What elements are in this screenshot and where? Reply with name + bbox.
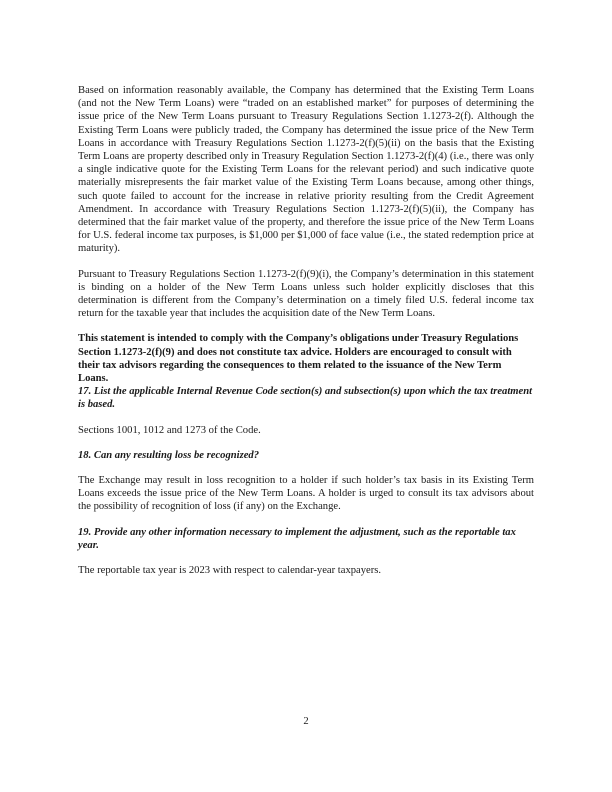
question-19-heading: 19. Provide any other information necessary to implement the adjustment, such as the reportable tax year. bbox=[78, 526, 516, 551]
disclaimer-paragraph: This statement is intended to comply with the Company’s obligations under Treasury Regulations Section 1.1273-2(f)(9) and does not constitute tax advice. Holders are encouraged to consult with their tax advisors regarding the consequences to them related to the issuance of the New Term Loans. bbox=[78, 333, 519, 385]
answer-18: The Exchange may result in loss recognition to a holder if such holder’s tax basis in its Existing Term Loans exceeds the issue price of the New Term Loans. A holder is urged to consult its tax advisors about the possibility of recognition of loss (if any) on the Exchange. bbox=[78, 475, 534, 513]
question-18-heading: 18. Can any resulting loss be recognized? bbox=[78, 449, 259, 461]
page-number: 2 bbox=[303, 716, 309, 727]
issue-price-paragraph: Based on information reasonably available, the Company has determined that the Existing Term Loans (and not the New Term Loans) were “traded on an established market” for purposes of determining the issue price of the New Term Loans pursuant to Treasury Regulations Section 1.1273-2(f). Although the Existing Term Loans were publicly traded, the Company has determined the issue price of the New Term Loans in accordance with Treasury Regulations Section 1.1273-2(f)(5)(ii) on the basis that the Existing Term Loans are property described only in Treasury Regulation Section 1.1273-2(f)(4) (i.e., there was only a single indicative quote for the Existing Term Loans for the relevant period) and such indicative quote materially misrepresents the fair market value of the Existing Term Loans because, among other things, such quote failed to account for the increase in relative priority resulting from the Credit Agreement Amendment. In accordance with Treasury Regulations Section 1.1273-2(f)(5)(ii), the Company has determined that the fair market value of the property, and therefore the issue price of the New Term Loans for U.S. federal income tax purposes, is $1,000 per $1,000 of face value (i.e., the stated redemption price at maturity). bbox=[78, 85, 534, 255]
question-17-heading: 17. List the applicable Internal Revenue Code section(s) and subsection(s) upon which the tax treatment is based. bbox=[78, 386, 533, 411]
binding-determination-paragraph: Pursuant to Treasury Regulations Section 1.1273-2(f)(9)(i), the Company’s determination in this statement is binding on a holder of the New Term Loans unless such holder explicitly discloses that this determination is different from the Company’s determination on a timely filed U.S. federal income tax return for the taxable year that includes the acquisition date of the New Term Loans. bbox=[78, 268, 534, 320]
document-body bbox=[78, 84, 534, 577]
answer-17: Sections 1001, 1012 and 1273 of the Code. bbox=[78, 424, 261, 436]
answer-19: The reportable tax year is 2023 with respect to calendar-year taxpayers. bbox=[78, 565, 382, 577]
